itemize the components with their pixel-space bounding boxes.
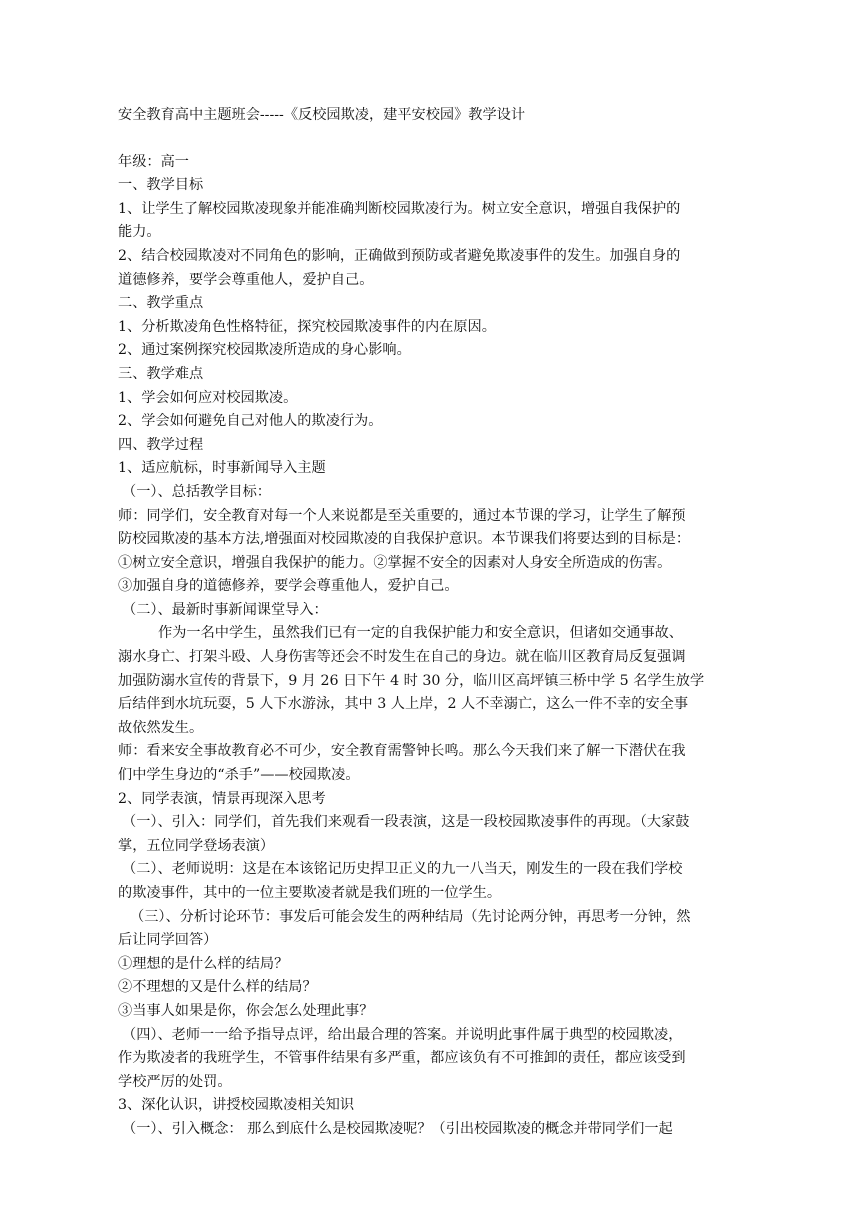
paragraph-line: 作为欺凌者的我班学生，不管事件结果有多严重，都应该负有不可推卸的责任，都应该受到 <box>118 1050 686 1067</box>
document-body <box>118 104 738 1142</box>
paragraph-line: 道德修养，要学会尊重他人，爱护自己。 <box>118 271 374 288</box>
paragraph-line: 学校严厉的处罚。 <box>118 1073 232 1090</box>
paragraph-line: 师：看来安全事故教育必不可少，安全教育需警钟长鸣。那么今天我们来了解一下潜伏在我 <box>118 743 686 760</box>
paragraph-line: 防校园欺凌的基本方法,增强面对校园欺凌的自我保护意识。本节课我们将要达到的目标是： <box>118 531 691 548</box>
paragraph-line: ③加强自身的道德修养，要学会尊重他人，爱护自己。 <box>118 578 459 595</box>
subsection-heading: 1、适应航标，时事新闻导入主题 <box>118 460 326 477</box>
paragraph-line: 能力。 <box>118 224 161 241</box>
paragraph-line: 们中学生身边的“杀手”——校园欺凌。 <box>118 767 360 784</box>
sub-item-heading: （一）、总括教学目标： <box>122 483 271 500</box>
section-heading: 四、教学过程 <box>118 436 204 453</box>
paragraph-line: 2、结合校园欺凌对不同角色的影响，正确做到预防或者避免欺凌事件的发生。加强自身的 <box>118 247 681 264</box>
paragraph-line: 掌，五位同学登场表演） <box>118 837 275 854</box>
paragraph-line: 后结伴到水坑玩耍，5 人下水游泳，其中 3 人上岸，2 人不幸溺亡，这么一件不幸的安全事 <box>118 696 689 713</box>
section-heading: 三、教学难点 <box>118 365 204 382</box>
paragraph-line: （四）、老师一一给予指导点评，给出最合理的答案。并说明此事件属于典型的校园欺凌， <box>122 1026 683 1043</box>
list-item: ②不理想的又是什么样的结局？ <box>118 979 317 996</box>
section-heading: 二、教学重点 <box>118 295 204 312</box>
subsection-heading: 2、同学表演，情景再现深入思考 <box>118 790 326 807</box>
sub-item-heading: （二）、最新时事新闻课堂导入： <box>122 601 328 618</box>
paragraph-line: 1、学会如何应对校园欺凌。 <box>118 389 298 406</box>
paragraph-line: 2、通过案例探究校园欺凌所造成的身心影响。 <box>118 342 411 359</box>
paragraph-line: ①树立安全意识，增强自我保护的能力。②掌握不安全的因素对人身安全所造成的伤害。 <box>118 554 672 571</box>
paragraph-line: （三）、分析讨论环节：事发后可能会发生的两种结局（先讨论两分钟，再思考一分钟，然 <box>130 908 691 925</box>
list-item: ①理想的是什么样的结局？ <box>118 955 289 972</box>
section-heading: 一、教学目标 <box>118 177 204 194</box>
list-item: ③当事人如果是你，你会怎么处理此事？ <box>118 1002 374 1019</box>
paragraph-line: 的欺凌事件，其中的一位主要欺凌者就是我们班的一位学生。 <box>118 885 502 901</box>
paragraph-line: （二）、老师说明：这是在本该铭记历史捍卫正义的九一八当天，刚发生的一段在我们学校 <box>122 861 683 878</box>
paragraph-line: 加强防溺水宣传的背景下，9 月 26 日下午 4 时 30 分，临川区高坪镇三桥中学 5 名学生放学 <box>118 672 705 689</box>
document-title: 安全教育高中主题班会-----《反校园欺凌，建平安校园》教学设计 <box>118 107 526 123</box>
paragraph-line: 作为一名中学生，虽然我们已有一定的自我保护能力和安全意识，但诸如交通事故、 <box>158 625 683 642</box>
paragraph-line: 后让同学回答） <box>118 932 218 949</box>
paragraph-line: 师：同学们，安全教育对每一个人来说都是至关重要的，通过本节课的学习，让学生了解预 <box>118 507 686 524</box>
paragraph-line: 2、学会如何避免自己对他人的欺凌行为。 <box>118 413 383 430</box>
paragraph-line: 溺水身亡、打架斗殴、人身伤害等还会不时发生在自己的身边。就在临川区教育局反复强调 <box>118 649 686 666</box>
paragraph-line: 故依然发生。 <box>118 719 204 736</box>
grade-line: 年级：高一 <box>118 153 189 170</box>
paragraph-line: （一）、引入概念： 那么到底什么是校园欺凌呢？（引出校园欺凌的概念并带同学们一起 <box>122 1120 673 1137</box>
subsection-heading: 3、深化认识，讲授校园欺凌相关知识 <box>118 1097 355 1114</box>
paragraph-line: 1、让学生了解校园欺凌现象并能准确判断校园欺凌行为。树立安全意识，增强自我保护的 <box>118 200 681 217</box>
paragraph-line: （一）、引入：同学们，首先我们来观看一段表演，这是一段校园欺凌事件的再现。（大家鼓 <box>122 814 690 831</box>
paragraph-line: 1、分析欺凌角色性格特征，探究校园欺凌事件的内在原因。 <box>118 318 496 335</box>
